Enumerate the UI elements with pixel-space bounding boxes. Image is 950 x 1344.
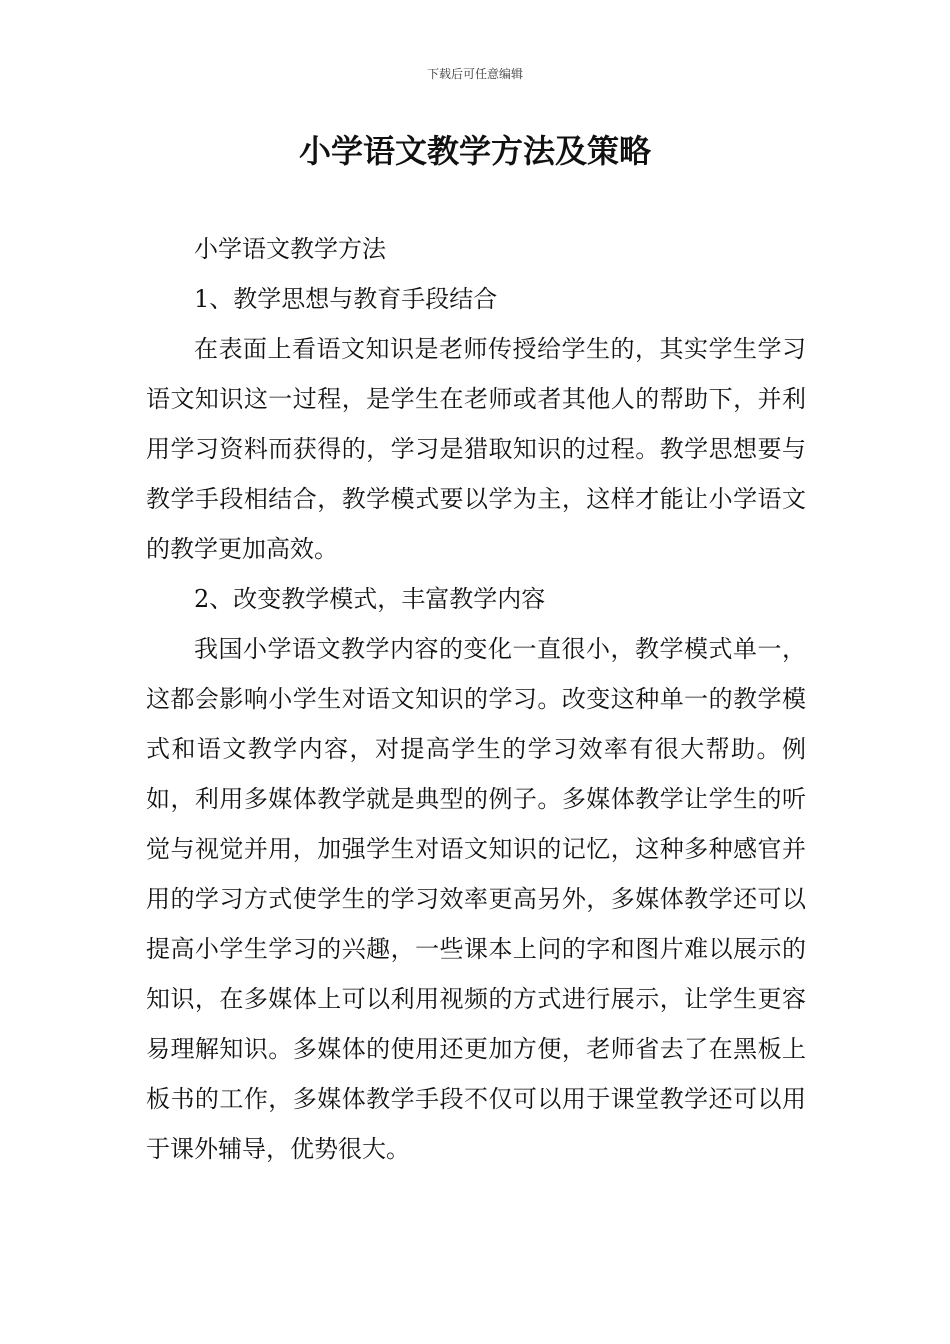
- subheading-2: 2、改变教学模式，丰富教学内容: [194, 585, 546, 613]
- document-body: [146, 224, 806, 1174]
- paragraph-2: 我国小学语文教学内容的变化一直很小，教学模式单一，这都会影响小学生对语文知识的学习。改变这种单一的教学模式和语文教学内容，对提高学生的学习效率有很大帮助。例如，利用多媒体教学就是典型的例子。多媒体教学让学生的听觉与视觉并用，加强学生对语文知识的记忆，这种多种感官并用的学习方式使学生的学习效率更高另外，多媒体教学还可以提高小学生学习的兴趣，一些课本上问的字和图片难以展示的知识，在多媒体上可以利用视频的方式进行展示，让学生更容易理解知识。多媒体的使用还更加方便，老师省去了在黑板上板书的工作，多媒体教学手段不仅可以用于课堂教学还可以用于课外辅导，优势很大。: [146, 635, 806, 1163]
- section-heading: 小学语文教学方法: [194, 235, 386, 263]
- subheading-1: 1、教学思想与教育手段结合: [194, 285, 498, 313]
- header-note: 下载后可任意编辑: [426, 67, 523, 81]
- document-title: 小学语文教学方法及策略: [298, 132, 651, 170]
- paragraph-1: 在表面上看语文知识是老师传授给学生的，其实学生学习语文知识这一过程，是学生在老师或者其他人的帮助下，并利用学习资料而获得的，学习是猎取知识的过程。教学思想要与教学手段相结合，教学模式要以学为主，这样才能让小学语文的教学更加高效。: [146, 335, 806, 563]
